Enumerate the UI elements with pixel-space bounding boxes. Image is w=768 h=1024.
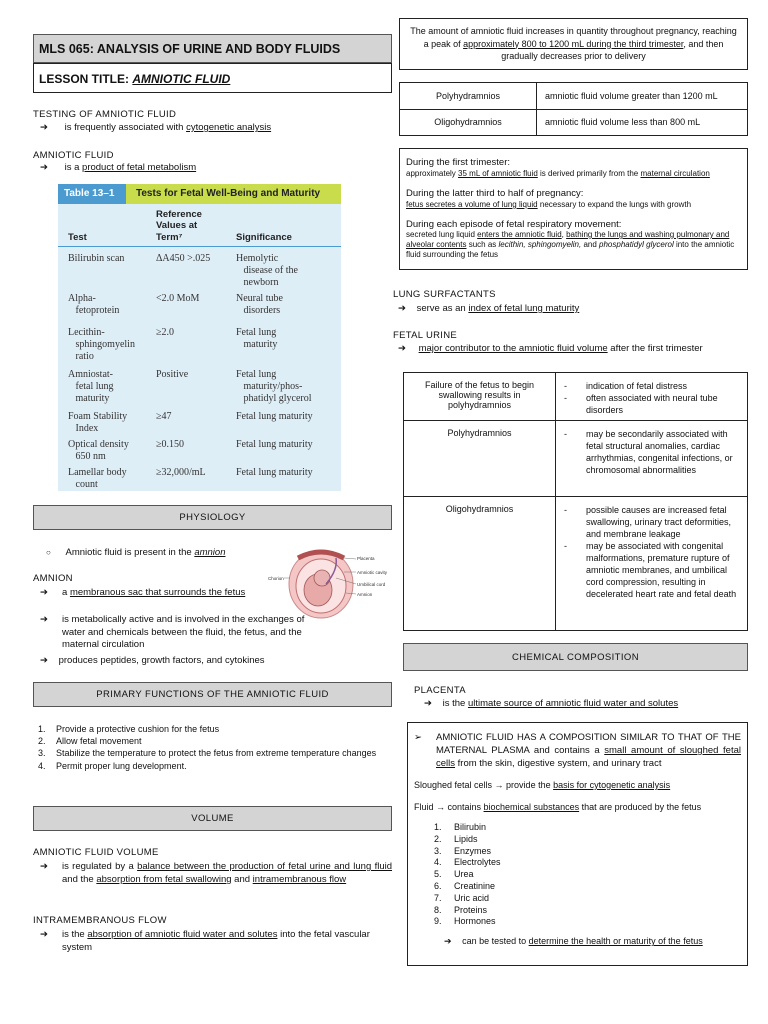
table-header	[58, 204, 341, 247]
table-col-header: Test	[68, 231, 87, 243]
list-item: 4. Permit proper lung development.	[48, 760, 392, 772]
table-cell	[556, 497, 748, 631]
list-item: 1. Provide a protective cushion for the fetus	[48, 723, 392, 735]
table-cell: Fetal lung maturity/phos- phatidyl glycerol	[236, 369, 312, 404]
fig-label-cord: Umbilical cord	[357, 582, 386, 587]
arrow-icon: ➔	[40, 587, 48, 598]
composition-box: ➢ AMNIOTIC FLUID HAS A COMPOSITION SIMILAR TO THAT OF THE MATERNAL PLASMA and contains a small amount of sloughed fetal cells from the skin, digestive system, and urinary tract Sloughed fetal cells → provide the basis for cytogenetic analysis Fluid → contains biochemical substances that are produced by the fetus 1. Bilirubin 2. Lipids 3. Enzymes 4. Electrolytes 5. Urea 6. Creatinine 7. Uric acid 8. Proteins 9. Hormones ➔ can be tested to determine the health or maturity of the fetus	[407, 722, 748, 966]
table-cell: Amniostat- fetal lung maturity	[68, 369, 114, 404]
arrow-icon: ➔	[40, 614, 48, 625]
amnion-line-2: ➔ is metabolically active and is involved in the exchanges of water and chemicals between the fluid, the fetus, and the maternal circulation	[40, 614, 305, 650]
table-13-1	[58, 184, 341, 491]
list-item: 9. Hormones	[444, 916, 741, 928]
course-title: MLS 065: ANALYSIS OF URINE AND BODY FLUIDS	[39, 42, 341, 56]
arrow-icon: ➔	[40, 655, 48, 666]
lesson-title-box	[33, 63, 392, 93]
peak-volume-box: The amount of amniotic fluid increases in quantity throughout pregnancy, reaching a peak of approximately 800 to 1200 mL during the third trimester, and then gradually decreases prior to delivery	[399, 18, 748, 70]
table-cell: ≥0.150	[156, 439, 184, 450]
amniotic-line: ➔ is a product of fetal metabolism	[40, 162, 197, 173]
table-cell: Failure of the fetus to begin swallowing results in polyhydramnios	[404, 373, 556, 421]
arrow-icon: ➔	[40, 122, 48, 133]
dash-bullet-icon: -	[564, 381, 567, 391]
arrow-icon: ➔	[444, 936, 452, 947]
table-cell	[556, 373, 748, 421]
placenta-title: PLACENTA	[414, 685, 466, 696]
list-item: 2. Lipids	[444, 834, 741, 846]
physiology-heading: PHYSIOLOGY	[33, 505, 392, 530]
failure-table	[403, 372, 748, 630]
table-row	[404, 421, 748, 497]
amnion-title: AMNION	[33, 573, 73, 584]
testing-title: TESTING OF AMNIOTIC FLUID	[33, 109, 177, 120]
table-cell	[556, 421, 748, 497]
list-item: 4. Electrolytes	[444, 857, 741, 869]
table-cell: Fetal lung maturity	[236, 467, 313, 478]
list-item: 2. Allow fetal movement	[48, 735, 392, 747]
hydramnios-table	[399, 82, 748, 136]
dash-bullet-icon: -	[564, 505, 567, 515]
list-item: 7. Uric acid	[444, 893, 741, 905]
functions-heading: PRIMARY FUNCTIONS OF THE AMNIOTIC FLUID	[33, 682, 392, 707]
lung-line: ➔ serve as an index of fetal lung maturity	[398, 303, 580, 314]
chemical-heading: CHEMICAL COMPOSITION	[403, 643, 748, 671]
circle-bullet-icon: ○	[46, 548, 51, 557]
table-cell: Oligohydramnios	[404, 497, 556, 631]
lung-title: LUNG SURFACTANTS	[393, 289, 496, 300]
trimester-box: During the first trimester: approximately 35 mL of amniotic fluid is derived primarily from the maternal circulation During the latter third to half of pregnancy: fetus secretes a volume of lung liquid necessary to expand the lungs with growth During each episode of fetal respiratory movement: secreted lung liquid enters the amniotic fluid, bathing the lungs and washing pulmonary and alveolar contents such as lecithin, sphingomyelin, and phosphatidyl glycerol into the amniotic fluid surrounding the fetus	[399, 148, 748, 270]
fig-label-amnion: Amnion	[357, 592, 373, 597]
list-item: - possible causes are increased fetal swallowing, urinary tract deformities, and membrane leakage	[564, 505, 732, 539]
table-cell: <2.0 MoM	[156, 293, 200, 304]
dash-bullet-icon: -	[564, 429, 567, 439]
table-cell: ≥2.0	[156, 327, 174, 338]
imf-title: INTRAMEMBRANOUS FLOW	[33, 915, 167, 926]
list-item: 3. Stabilize the temperature to protect the fetus from extreme temperature changes	[48, 747, 392, 759]
table-cell: Foam Stability Index	[68, 411, 128, 434]
table-cell: Hemolytic disease of the newborn	[236, 253, 298, 288]
table-row	[404, 497, 748, 631]
afv-title: AMNIOTIC FLUID VOLUME	[33, 847, 159, 858]
table-cell: Positive	[156, 369, 189, 380]
list-item: 1. Bilirubin	[444, 822, 741, 834]
arrow-icon: ➔	[40, 929, 48, 940]
arrow-icon: ➔	[424, 698, 432, 709]
fetal-urine-line: ➔ major contributor to the amniotic fluid volume after the first trimester	[398, 343, 703, 354]
list-item: - indication of fetal distress	[564, 381, 688, 391]
list-item: - may be associated with congenital malformations, premature rupture of amniotic membranes, and umbilical cord compression, resulting in decelerated heart rate and fetal death	[564, 541, 737, 599]
table-cell: Neural tube disorders	[236, 293, 283, 316]
list-item: 8. Proteins	[444, 905, 741, 917]
arrow-icon: ➔	[40, 162, 48, 173]
table-cell: Optical density 650 nm	[68, 439, 129, 462]
fetal-urine-title: FETAL URINE	[393, 330, 458, 341]
physiology-bullet: ○ Amniotic fluid is present in the amnion	[46, 547, 226, 558]
arrow-icon: ➔	[398, 343, 406, 354]
afv-line: ➔ is regulated by a balance between the production of fetal urine and lung fluid and the absorption from fetal swallowing and intramembranous flow	[40, 861, 393, 885]
list-item: 5. Urea	[444, 869, 741, 881]
lesson-title: AMNIOTIC FLUID	[132, 72, 231, 86]
fig-label-placenta: Placenta	[357, 556, 375, 561]
table-col-header: Reference Values at Term⁷	[156, 208, 202, 243]
list-item: 3. Enzymes	[444, 846, 741, 858]
table-cell: Fetal lung maturity	[236, 327, 278, 350]
table-cell: Fetal lung maturity	[236, 439, 313, 450]
table-cell: Lamellar body count	[68, 467, 127, 490]
table-title: Tests for Fetal Well-Being and Maturity	[136, 188, 321, 199]
table-cell: Alpha- fetoprotein	[68, 293, 120, 316]
list-item: - often associated with neural tube disorders	[564, 393, 718, 415]
amnion-line-1: ➔ a membranous sac that surrounds the fetus	[40, 587, 246, 598]
fig-label-cavity: Amniotic cavity	[357, 570, 388, 575]
amnion-diagram	[266, 548, 392, 620]
table-cell: ΔA450 >.025	[156, 253, 211, 264]
table-cell: Bilirubin scan	[68, 253, 125, 264]
imf-line: ➔ is the absorption of amniotic fluid water and solutes into the fetal vascular system	[40, 929, 370, 953]
testing-line: ➔ is frequently associated with cytogenetic analysis	[40, 122, 272, 133]
table-band	[58, 184, 341, 204]
course-title-box	[33, 34, 392, 63]
table-cell: ≥47	[156, 411, 172, 422]
fig-label-chorion: Chorion	[268, 576, 284, 581]
table-cell: Fetal lung maturity	[236, 411, 313, 422]
arrow-icon: ➔	[40, 861, 48, 872]
pointer-icon: ➢	[414, 732, 422, 743]
list-item: - may be secondarily associated with fetal structural anomalies, cardiac arrhythmias, congenital infections, or chromosomal abnormalities	[564, 429, 733, 475]
volume-heading: VOLUME	[33, 806, 392, 831]
amniotic-title: AMNIOTIC FLUID	[33, 150, 114, 161]
dash-bullet-icon: -	[564, 541, 567, 551]
table-row: Oligohydramnios amniotic fluid volume less than 800 mL	[400, 109, 748, 136]
table-row	[404, 373, 748, 421]
table-number: Table 13–1	[58, 184, 126, 204]
functions-list	[20, 723, 392, 772]
amnion-line-3: ➔ produces peptides, growth factors, and cytokines	[40, 655, 265, 666]
table-col-header: Significance	[236, 231, 292, 243]
table-cell: Lecithin- sphingomyelin ratio	[68, 327, 135, 362]
list-item: 6. Creatinine	[444, 881, 741, 893]
dash-bullet-icon: -	[564, 393, 567, 403]
placenta-line: ➔ is the ultimate source of amniotic fluid water and solutes	[424, 698, 679, 709]
arrow-icon: ➔	[398, 303, 406, 314]
table-cell: ≥32,000/mL	[156, 467, 206, 478]
table-row: Polyhydramnios amniotic fluid volume greater than 1200 mL	[400, 83, 748, 110]
table-cell: Polyhydramnios	[404, 421, 556, 497]
lesson-prefix: LESSON TITLE:	[39, 72, 133, 86]
